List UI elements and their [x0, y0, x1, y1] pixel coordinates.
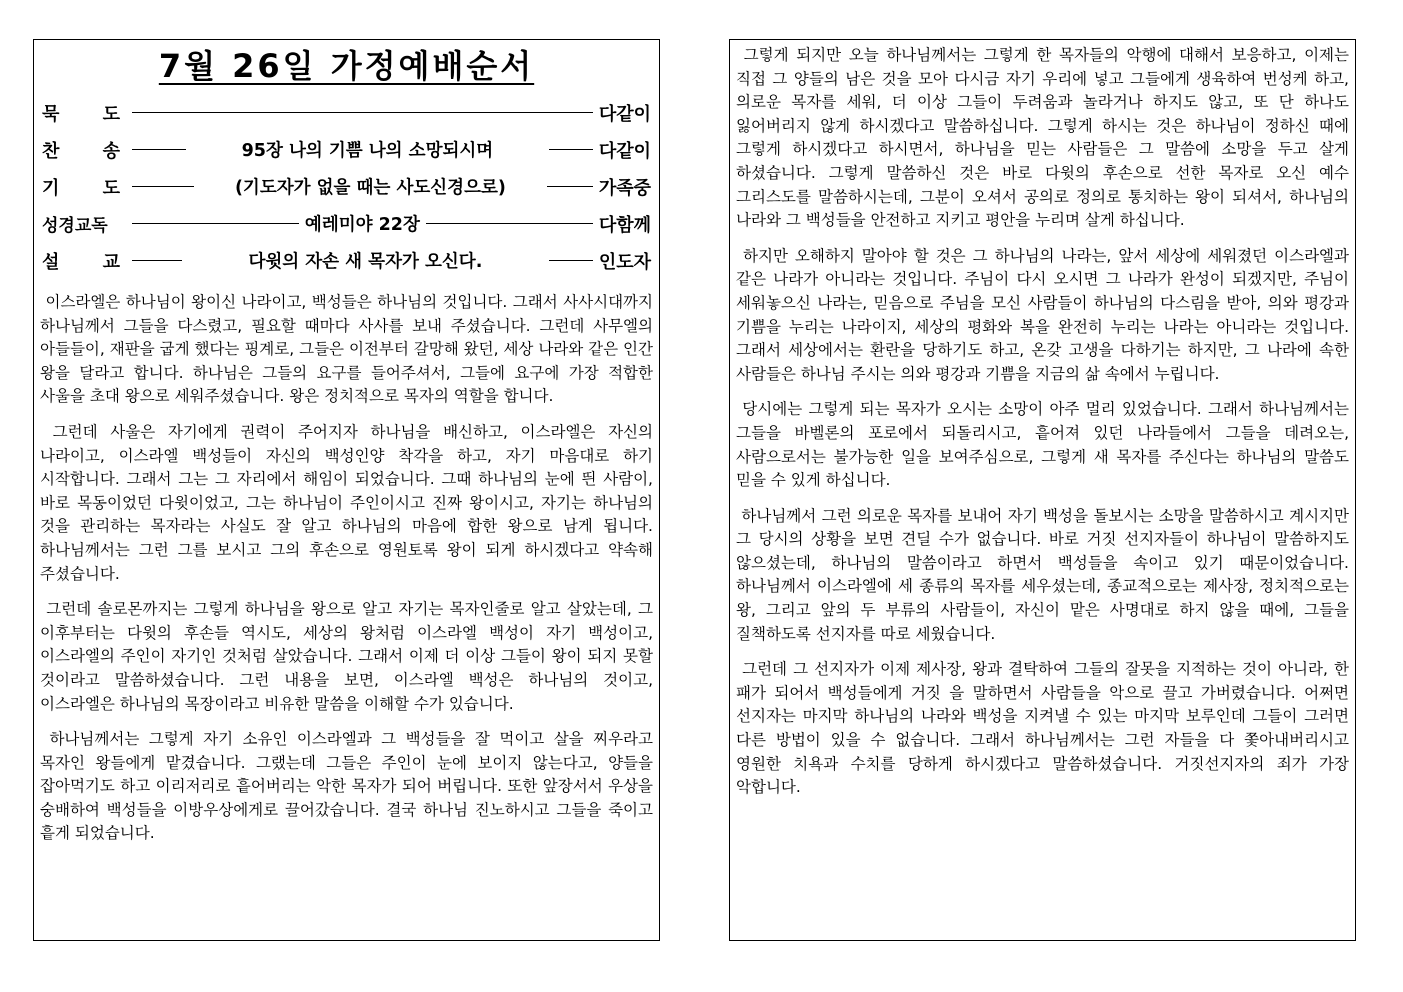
paragraph: 그런데 솔로몬까지는 그렇게 하나님을 왕으로 알고 자기는 목자인줄로 알고 살았는데, 그 이후부터는 다윗의 후손들 역시도, 세상의 왕처럼 이스라엘 백성이 자기 백성이고, 이스라엘의 주인이 자기인 것처럼 살았습니다. 그래서 이제 더 이상 그들이 왕이 되지 못할 것이라고 말씀하셨습니다. 그런 내용을 보면, 이스라엘 백성은 하나님의 것이고, 이스라엘은 하나님의 목장이라고 비유한 말씀을 이해할 수가 있습니다.: [40, 600, 653, 713]
order-label: 찬 송: [42, 140, 120, 162]
paragraph: 하나님께서는 그렇게 자기 소유인 이스라엘과 그 백성들을 잘 먹이고 살을 찌우라고 목자인 왕들에게 맡겼습니다. 그랬는데 그들은 주인이 눈에 보이지 않는다고, 양들을 잡아먹기도 하고 이리저리로 흩어버리는 악한 목자가 되어 버립니다. 또한 앞장서서 우상을 숭배하여 백성들을 이방우상에게로 끌어갔습니다. 결국 하나님 진노하시고 그들을 죽이고 흩게 되었습니다.: [40, 730, 653, 843]
leader-line: [547, 186, 593, 187]
paragraph: 그런데 사울은 자기에게 권력이 주어지자 하나님을 배신하고, 이스라엘은 자신의 나라이고, 이스라엘 백성들이 자신의 백성인양 착각을 하고, 자기 마음대로 하기 시작합니다. 그래서 그는 그 자리에서 해임이 되었습니다. 그때 하나님의 눈에 띈 사람이, 바로 목동이었던 다윗이었고, 그는 하나님이 주인이시고 진짜 왕이시고, 자기는 하나님의 것을 관리하는 목자라는 사실도 잘 알고 하나님의 마음에 합한 왕으로 남게 됩니다. 하나님께서는 그런 그를 보시고 그의 후손으로 영원토록 왕이 되게 하시겠다고 약속해 주셨습니다.: [40, 422, 653, 583]
leader-line: [549, 260, 593, 261]
paragraph: 하지만 오해하지 말아야 할 것은 그 하나님의 나라는, 앞서 세상에 세워졌던 이스라엘과 같은 나라가 아니라는 것입니다. 주님이 다시 오시면 그 나라가 완성이 되겠지만, 주님이 세워놓으신 나라는, 믿음으로 주님을 모신 사람들이 하나님의 다스림을 받아, 의와 평강과 기쁨을 누리는 나라이지, 세상의 평화와 복을 완전히 누리는 나라는 아니라는 것입니다. 그래서 세상에서는 환란을 당하기도 하고, 온갖 고생을 다하기는 하지만, 그 나라에 속한 사람들은 하나님 주시는 의와 평강과 기쁨을 지금의 삶 속에서 누립니다.: [736, 246, 1349, 383]
sermon-body-right: [730, 44, 1355, 800]
order-performer: 다함께: [598, 214, 651, 236]
order-content: 95장 나의 기쁨 나의 소망되시며: [241, 141, 494, 161]
leader-line: [132, 260, 182, 261]
order-content: 예레미야 22장: [304, 215, 420, 235]
leader-line: [132, 149, 186, 150]
right-column: [729, 39, 1356, 941]
order-label: 기 도: [42, 177, 120, 199]
paragraph: 당시에는 그렇게 되는 목자가 오시는 소망이 아주 멀리 있었습니다. 그래서 하나님께서는 그들을 바벨론의 포로에서 되돌리시고, 흩어져 있던 나라들에서 그들을 데려오는, 사람으로서는 불가능한 일을 보여주심으로, 그렇게 새 목자를 주신다는 하나님의 말씀도 믿을 수 있게 하십니다.: [736, 400, 1349, 490]
order-label: 성경교독: [42, 216, 108, 236]
paragraph: 이스라엘은 하나님이 왕이신 나라이고, 백성들은 하나님의 것입니다. 그래서 사사시대까지 하나님께서 그들을 다스렸고, 필요할 때마다 사사를 보내 주셨습니다. 그런데 사무엘의 아들들이, 재판을 굽게 했다는 핑계로, 그들은 이전부터 갈망해 왔던, 세상 나라와 같은 인간 왕을 달라고 합니다. 하나님은 그들의 요구를 들어주셔서, 그들에 요구에 가장 적합한 사울을 초대 왕으로 세워주셨습니다. 왕은 정치적으로 목자의 역할을 합니다.: [40, 293, 653, 406]
order-label: 묵 도: [42, 103, 120, 125]
order-row-sermon: [42, 242, 651, 279]
leader-line: [132, 186, 194, 187]
worship-order: [42, 94, 651, 279]
paragraph: 그렇게 되지만 오늘 하나님께서는 그렇게 한 목자들의 악행에 대해서 보응하고, 이제는 직접 그 양들의 남은 것을 모아 다시금 자기 우리에 넣고 그들에게 생육하여 번성케 하고, 의로운 목자를 세워, 더 이상 그들이 두려움과 놀라거나 하지도 않고, 또 단 하나도 잃어버리지 않게 하시겠다고 말씀하십니다. 그렇게 하시는 것은 하나님이 정하신 때에 그렇게 하시겠다고 하시면서, 하나님을 믿는 사람들은 그 말씀에 소망을 두고 살게 하셨습니다. 그렇게 말씀하신 것은 바로 다윗의 후손으로 선한 목자로 오신 예수 그리스도를 말씀하시는데, 그분이 오셔서 공의로 정의로 통치하는 왕이 되셔서, 하나님의 나라와 그 백성들을 안전하고 지키고 평안을 누리며 살게 하십니다.: [736, 46, 1349, 230]
leader-line: [426, 223, 593, 224]
order-label: 설 교: [42, 251, 120, 273]
order-performer: 다같이: [598, 140, 651, 162]
paragraph: 하나님께서 그런 의로운 목자를 보내어 자기 백성을 돌보시는 소망을 말씀하시고 계시지만 그 당시의 상황을 보면 견딜 수가 없습니다. 바로 거짓 선지자들이 하나님이 말씀하지도 않으셨는데, 하나님의 말씀이라고 하면서 백성들을 속이고 있기 때문이었습니다. 하나님께서 이스라엘에 세 종류의 목자를 세우셨는데, 종교적으로는 제사장, 정치적으로는 왕, 그리고 앞의 두 부류의 사람들이, 자신이 맡은 사명대로 하지 않을 때에, 그들을 질책하도록 선지자를 따로 세웠습니다.: [736, 506, 1349, 643]
order-performer: 다같이: [598, 103, 651, 125]
leader-line: [132, 223, 299, 224]
order-row-hymn: [42, 131, 651, 168]
paragraph: 그런데 그 선지자가 이제 제사장, 왕과 결탁하여 그들의 잘못을 지적하는 것이 아니라, 한 패가 되어서 백성들에게 거짓 을 말하면서 사람들을 악으로 끌고 가버렸습니다. 어쩌면 선지자는 마지막 하나님의 나라와 백성을 지켜낼 수 있는 마지막 보루인데 그들이 그러면 다른 방법이 있을 수 없습니다. 그래서 하나님께서는 그런 자들을 다 쫓아내버리시고 영원한 치욕과 수치를 당하게 하시겠다고 말씀하셨습니다. 거짓선지자의 죄가 가장 악합니다.: [736, 660, 1349, 797]
order-row-prayer: [42, 168, 651, 205]
leader-line: [132, 112, 593, 113]
order-content: (기도자가 없을 때는 사도신경으로): [234, 178, 506, 198]
page-title: 7월 26일 가정예배순서: [158, 47, 535, 85]
order-content: 다윗의 자손 새 목자가 오신다.: [248, 252, 483, 272]
leader-line: [549, 149, 593, 150]
left-column: [33, 39, 660, 941]
order-performer: 가족중: [598, 177, 651, 199]
sermon-body-left: [34, 291, 659, 846]
order-row-bible-reading: [42, 205, 651, 242]
order-row-silent-prayer: [42, 94, 651, 131]
order-performer: 인도자: [598, 251, 651, 273]
